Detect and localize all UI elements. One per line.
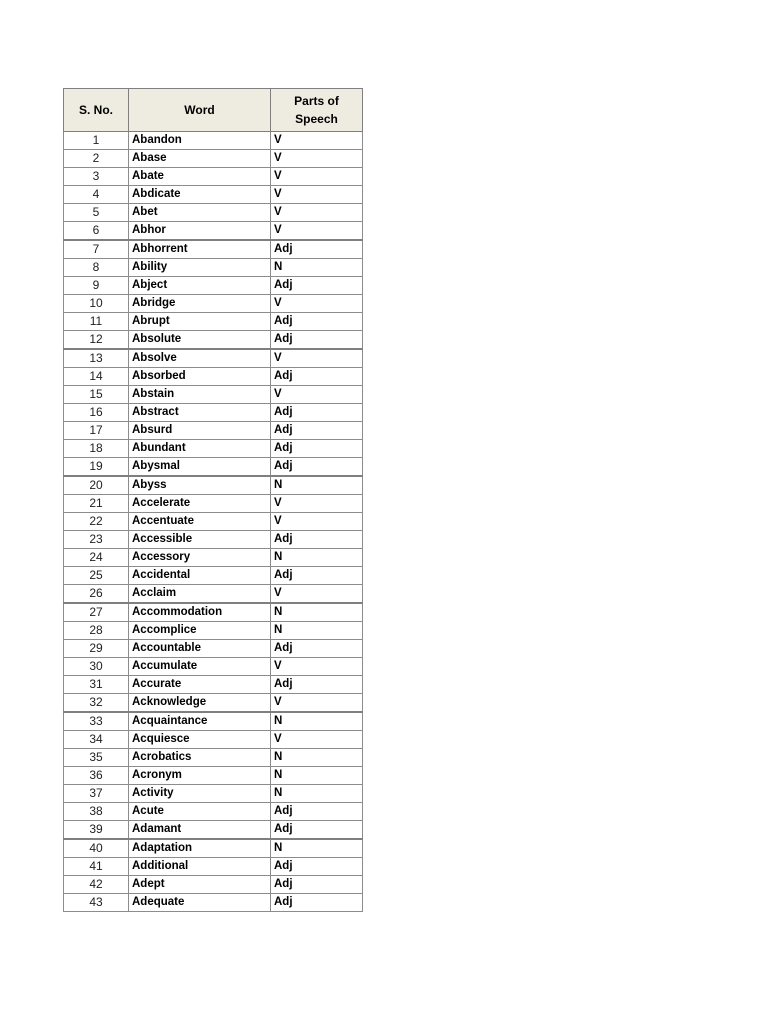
serial-number-cell: 9 (64, 277, 129, 295)
parts-of-speech-cell: Adj (271, 368, 363, 386)
table-row (64, 676, 363, 694)
serial-number-cell: 38 (64, 803, 129, 821)
word-cell: Ability (129, 259, 271, 277)
word-cell: Absolute (129, 331, 271, 350)
serial-number-cell: 7 (64, 240, 129, 259)
table-row (64, 186, 363, 204)
parts-of-speech-cell: Adj (271, 531, 363, 549)
parts-of-speech-cell: N (271, 767, 363, 785)
parts-of-speech-cell: V (271, 349, 363, 368)
table-row (64, 821, 363, 840)
serial-number-cell: 26 (64, 585, 129, 604)
serial-number-cell: 6 (64, 222, 129, 241)
serial-number-cell: 11 (64, 313, 129, 331)
table-row (64, 204, 363, 222)
word-cell: Accessory (129, 549, 271, 567)
word-cell: Accessible (129, 531, 271, 549)
word-cell: Adept (129, 876, 271, 894)
table-row (64, 404, 363, 422)
serial-number-cell: 39 (64, 821, 129, 840)
serial-number-cell: 23 (64, 531, 129, 549)
parts-of-speech-cell: V (271, 658, 363, 676)
serial-number-cell: 28 (64, 622, 129, 640)
word-cell: Abject (129, 277, 271, 295)
serial-number-cell: 32 (64, 694, 129, 713)
table-row (64, 603, 363, 622)
word-cell: Accumulate (129, 658, 271, 676)
parts-of-speech-cell: Adj (271, 676, 363, 694)
parts-of-speech-cell: Adj (271, 404, 363, 422)
serial-number-cell: 25 (64, 567, 129, 585)
parts-of-speech-cell: V (271, 168, 363, 186)
word-cell: Acronym (129, 767, 271, 785)
parts-of-speech-cell: V (271, 204, 363, 222)
word-cell: Adamant (129, 821, 271, 840)
parts-of-speech-cell: Adj (271, 331, 363, 350)
serial-number-cell: 17 (64, 422, 129, 440)
table-row (64, 785, 363, 803)
parts-of-speech-cell: Adj (271, 422, 363, 440)
table-row (64, 513, 363, 531)
serial-number-cell: 34 (64, 731, 129, 749)
parts-of-speech-cell: V (271, 295, 363, 313)
parts-of-speech-cell: Adj (271, 640, 363, 658)
serial-number-cell: 36 (64, 767, 129, 785)
word-cell: Acknowledge (129, 694, 271, 713)
word-cell: Adequate (129, 894, 271, 912)
word-cell: Abstract (129, 404, 271, 422)
word-cell: Acrobatics (129, 749, 271, 767)
word-cell: Activity (129, 785, 271, 803)
table-row (64, 458, 363, 477)
serial-number-cell: 2 (64, 150, 129, 168)
serial-number-cell: 35 (64, 749, 129, 767)
serial-number-cell: 12 (64, 331, 129, 350)
parts-of-speech-cell: Adj (271, 858, 363, 876)
serial-number-cell: 30 (64, 658, 129, 676)
word-cell: Abandon (129, 132, 271, 150)
parts-of-speech-cell: Adj (271, 277, 363, 295)
table-row (64, 368, 363, 386)
word-cell: Acquiesce (129, 731, 271, 749)
serial-number-cell: 1 (64, 132, 129, 150)
table-row (64, 132, 363, 150)
word-cell: Abet (129, 204, 271, 222)
word-cell: Abysmal (129, 458, 271, 477)
word-cell: Absurd (129, 422, 271, 440)
parts-of-speech-cell: Adj (271, 567, 363, 585)
parts-of-speech-cell: Adj (271, 313, 363, 331)
serial-number-cell: 31 (64, 676, 129, 694)
word-cell: Abundant (129, 440, 271, 458)
word-cell: Acclaim (129, 585, 271, 604)
word-cell: Accommodation (129, 603, 271, 622)
table-row (64, 386, 363, 404)
word-cell: Adaptation (129, 839, 271, 858)
parts-of-speech-cell: N (271, 712, 363, 731)
parts-of-speech-cell: Adj (271, 458, 363, 477)
table-row (64, 749, 363, 767)
parts-of-speech-cell: N (271, 839, 363, 858)
parts-of-speech-cell: Adj (271, 894, 363, 912)
parts-of-speech-cell: V (271, 731, 363, 749)
parts-of-speech-cell: V (271, 222, 363, 241)
word-cell: Accomplice (129, 622, 271, 640)
table-row (64, 622, 363, 640)
word-cell: Accidental (129, 567, 271, 585)
serial-number-cell: 3 (64, 168, 129, 186)
serial-number-cell: 13 (64, 349, 129, 368)
table-row (64, 150, 363, 168)
table-row (64, 839, 363, 858)
table-row (64, 277, 363, 295)
word-cell: Abate (129, 168, 271, 186)
header-word: Word (129, 89, 271, 132)
serial-number-cell: 37 (64, 785, 129, 803)
table-row (64, 549, 363, 567)
table-header (64, 89, 363, 132)
table-row (64, 658, 363, 676)
parts-of-speech-cell: V (271, 694, 363, 713)
table-row (64, 585, 363, 604)
word-cell: Additional (129, 858, 271, 876)
table-row (64, 694, 363, 713)
word-cell: Accurate (129, 676, 271, 694)
word-cell: Accentuate (129, 513, 271, 531)
parts-of-speech-cell: V (271, 186, 363, 204)
parts-of-speech-cell: Adj (271, 803, 363, 821)
table-row (64, 168, 363, 186)
word-cell: Abridge (129, 295, 271, 313)
table-row (64, 495, 363, 513)
table-row (64, 894, 363, 912)
word-cell: Abyss (129, 476, 271, 495)
table-row (64, 531, 363, 549)
serial-number-cell: 22 (64, 513, 129, 531)
table-row (64, 876, 363, 894)
word-cell: Accelerate (129, 495, 271, 513)
word-cell: Abase (129, 150, 271, 168)
header-row (64, 89, 363, 132)
word-cell: Acquaintance (129, 712, 271, 731)
table-row (64, 731, 363, 749)
header-sno: S. No. (64, 89, 129, 132)
parts-of-speech-cell: N (271, 785, 363, 803)
parts-of-speech-cell: V (271, 386, 363, 404)
word-cell: Abstain (129, 386, 271, 404)
serial-number-cell: 40 (64, 839, 129, 858)
serial-number-cell: 42 (64, 876, 129, 894)
table-row (64, 767, 363, 785)
parts-of-speech-cell: V (271, 513, 363, 531)
table-row (64, 240, 363, 259)
parts-of-speech-cell: Adj (271, 440, 363, 458)
serial-number-cell: 20 (64, 476, 129, 495)
word-cell: Abhor (129, 222, 271, 241)
word-cell: Abrupt (129, 313, 271, 331)
table-row (64, 476, 363, 495)
serial-number-cell: 19 (64, 458, 129, 477)
table-row (64, 349, 363, 368)
word-cell: Acute (129, 803, 271, 821)
serial-number-cell: 41 (64, 858, 129, 876)
serial-number-cell: 18 (64, 440, 129, 458)
word-cell: Accountable (129, 640, 271, 658)
parts-of-speech-cell: V (271, 585, 363, 604)
table-row (64, 331, 363, 350)
serial-number-cell: 8 (64, 259, 129, 277)
serial-number-cell: 4 (64, 186, 129, 204)
table-row (64, 440, 363, 458)
table-row (64, 422, 363, 440)
table-row (64, 567, 363, 585)
serial-number-cell: 5 (64, 204, 129, 222)
parts-of-speech-cell: N (271, 603, 363, 622)
parts-of-speech-cell: N (271, 476, 363, 495)
serial-number-cell: 10 (64, 295, 129, 313)
parts-of-speech-cell: Adj (271, 876, 363, 894)
parts-of-speech-cell: V (271, 495, 363, 513)
table-row (64, 640, 363, 658)
serial-number-cell: 15 (64, 386, 129, 404)
word-cell: Absorbed (129, 368, 271, 386)
parts-of-speech-cell: N (271, 622, 363, 640)
serial-number-cell: 43 (64, 894, 129, 912)
serial-number-cell: 14 (64, 368, 129, 386)
parts-of-speech-cell: Adj (271, 821, 363, 840)
table-row (64, 295, 363, 313)
parts-of-speech-cell: V (271, 150, 363, 168)
parts-of-speech-cell: N (271, 549, 363, 567)
table-row (64, 259, 363, 277)
parts-of-speech-cell: Adj (271, 240, 363, 259)
serial-number-cell: 21 (64, 495, 129, 513)
table-row (64, 222, 363, 241)
serial-number-cell: 27 (64, 603, 129, 622)
table-row (64, 858, 363, 876)
serial-number-cell: 16 (64, 404, 129, 422)
serial-number-cell: 29 (64, 640, 129, 658)
parts-of-speech-cell: V (271, 132, 363, 150)
vocabulary-table (63, 88, 363, 912)
table-row (64, 803, 363, 821)
parts-of-speech-cell: N (271, 749, 363, 767)
table-body (64, 132, 363, 912)
word-cell: Absolve (129, 349, 271, 368)
word-cell: Abdicate (129, 186, 271, 204)
parts-of-speech-cell: N (271, 259, 363, 277)
header-parts-of-speech: Parts of Speech (271, 89, 363, 132)
serial-number-cell: 33 (64, 712, 129, 731)
table-row (64, 313, 363, 331)
serial-number-cell: 24 (64, 549, 129, 567)
table-row (64, 712, 363, 731)
word-cell: Abhorrent (129, 240, 271, 259)
